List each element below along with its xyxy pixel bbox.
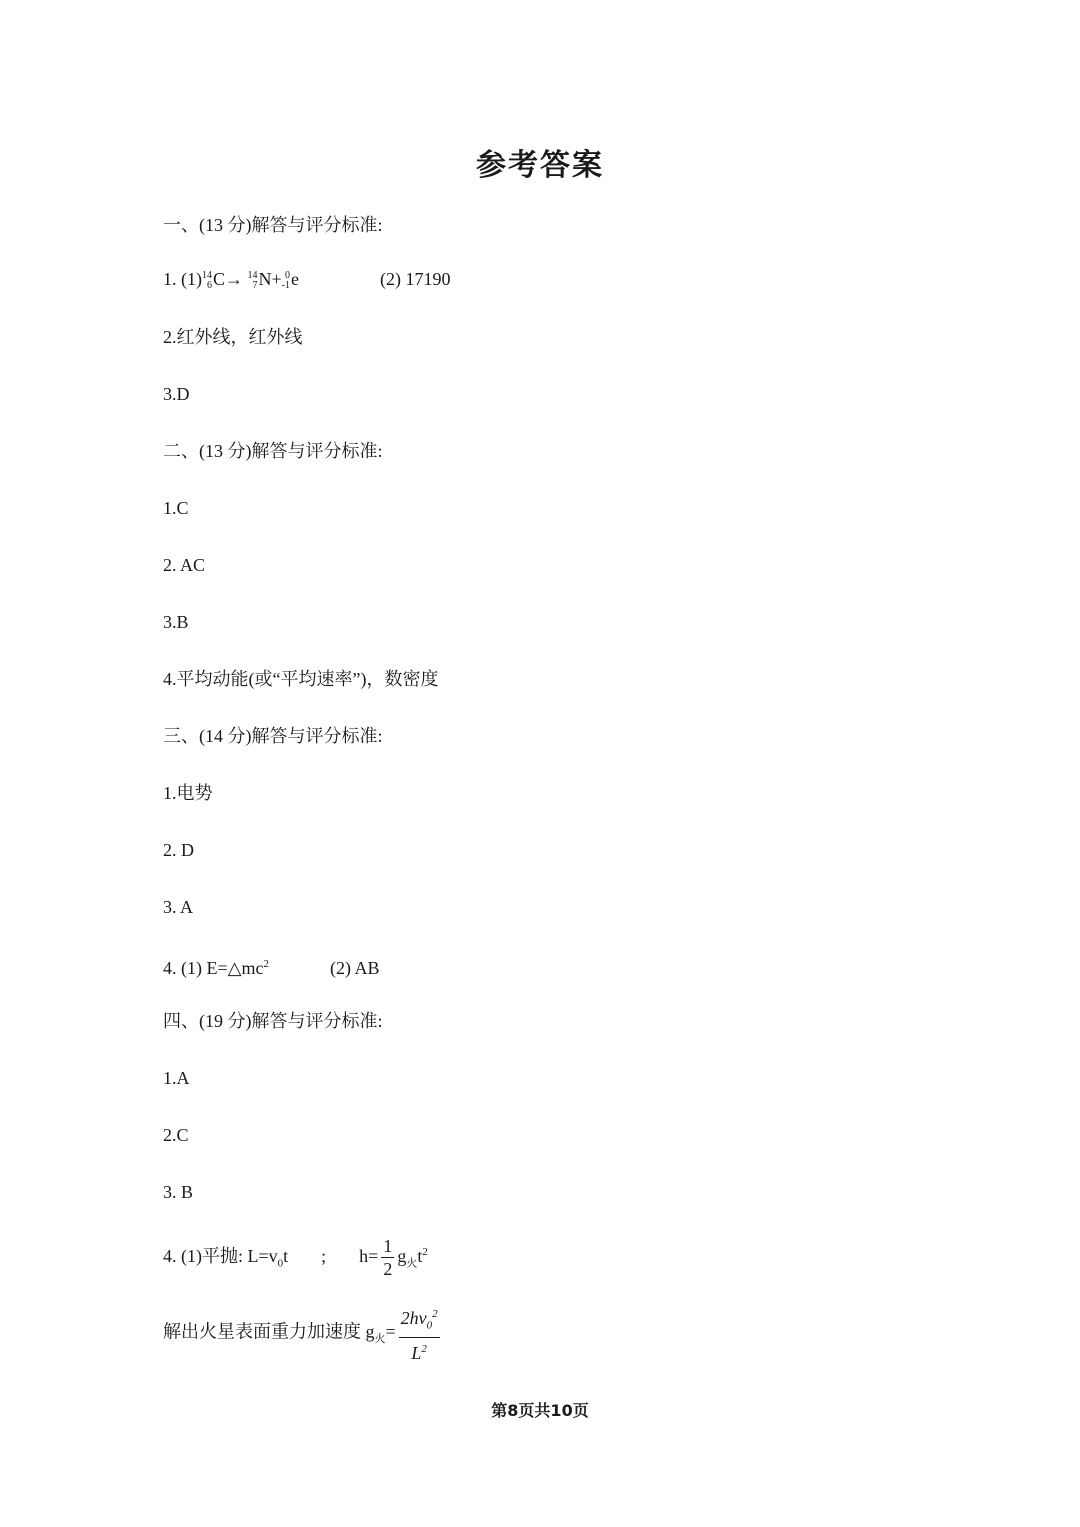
s4-q5-text: 解出火星表面重力加速度 g [163, 1321, 375, 1342]
e-mass: 0 [285, 269, 291, 281]
s4-q2: 2.C [163, 1125, 189, 1145]
s3-q4-part2: (2) AB [329, 958, 380, 978]
section-3-heading: 三、(14 分)解答与评分标准: [163, 726, 383, 746]
c-symbol: C [213, 269, 226, 289]
s2-q4: 4.平均动能(或“平均速率”)，数密度 [163, 669, 439, 689]
num-2hv: 2hv [400, 1308, 427, 1328]
frac-denominator: 2 [383, 1259, 393, 1280]
g-mars-fraction [399, 1303, 440, 1364]
page-footer: 第8页共10页 [491, 1401, 589, 1420]
s3-q4-sup: 2 [263, 958, 269, 970]
electron-numbers [282, 271, 290, 291]
e-num: -1 [281, 279, 291, 291]
section-4-heading: 四、(19 分)解答与评分标准: [163, 1011, 383, 1031]
carbon-isotope-numbers [202, 271, 212, 291]
c-num: 6 [207, 279, 212, 291]
s4-q4-a-t: t [283, 1246, 289, 1266]
s4-q4-t-sup: 2 [422, 1246, 428, 1258]
frac-numerator: 1 [383, 1236, 393, 1257]
s4-q5-sub: 火 [374, 1333, 386, 1346]
s3-q4-part1: 4. (1) E=△mc [163, 958, 264, 978]
s2-q3: 3.B [163, 612, 189, 632]
num-sup: 2 [432, 1308, 438, 1320]
n-mass: 14 [247, 269, 258, 281]
nitrogen-isotope-numbers [248, 271, 258, 291]
s4-q1: 1.A [163, 1068, 190, 1088]
den-L: L [411, 1342, 422, 1363]
s4-q4-a: 4. (1)平抛: L=v [163, 1246, 278, 1266]
n-symbol: N+ [258, 269, 282, 289]
s4-q4-g: g [397, 1246, 407, 1266]
section-2-heading: 二、(13 分)解答与评分标准: [163, 441, 383, 461]
s4-q4-t: t [417, 1246, 423, 1266]
num-sub: 0 [426, 1319, 433, 1332]
s2-q1: 1.C [163, 498, 189, 518]
s4-q5 [163, 1303, 443, 1364]
s1-q2: 2.红外线，红外线 [163, 327, 303, 347]
g-mars-denominator [411, 1338, 427, 1364]
s4-q5-eq: = [385, 1321, 396, 1342]
s1-q3: 3.D [163, 384, 190, 404]
c-mass: 14 [202, 269, 212, 281]
s4-q4-a-sub: 0 [277, 1257, 284, 1270]
g-mars-numerator [399, 1303, 440, 1338]
n-num: 7 [252, 279, 258, 291]
den-sup: 2 [421, 1342, 427, 1355]
s3-q3: 3. A [163, 897, 194, 917]
s3-q4 [163, 951, 379, 981]
s4-q4-sep: ; [321, 1246, 327, 1266]
s4-q4 [163, 1229, 428, 1287]
s1-q1-part2: (2) 17190 [380, 269, 451, 289]
one-half-fraction [381, 1235, 394, 1280]
s4-q4-h: h= [359, 1246, 379, 1266]
s4-q4-g-sub: 火 [406, 1257, 418, 1270]
s2-q2: 2. AC [163, 555, 206, 575]
s3-q2: 2. D [163, 840, 194, 860]
s4-q3: 3. B [163, 1182, 194, 1202]
s3-q1: 1.电势 [163, 783, 213, 803]
s1-q1 [163, 266, 451, 292]
page-title: 参考答案 [476, 148, 604, 183]
e-symbol: e [291, 269, 300, 289]
section-1-heading: 一、(13 分)解答与评分标准: [163, 215, 383, 235]
s1-q1-prefix: 1. (1) [163, 269, 202, 289]
reaction-arrow: → [225, 269, 244, 289]
